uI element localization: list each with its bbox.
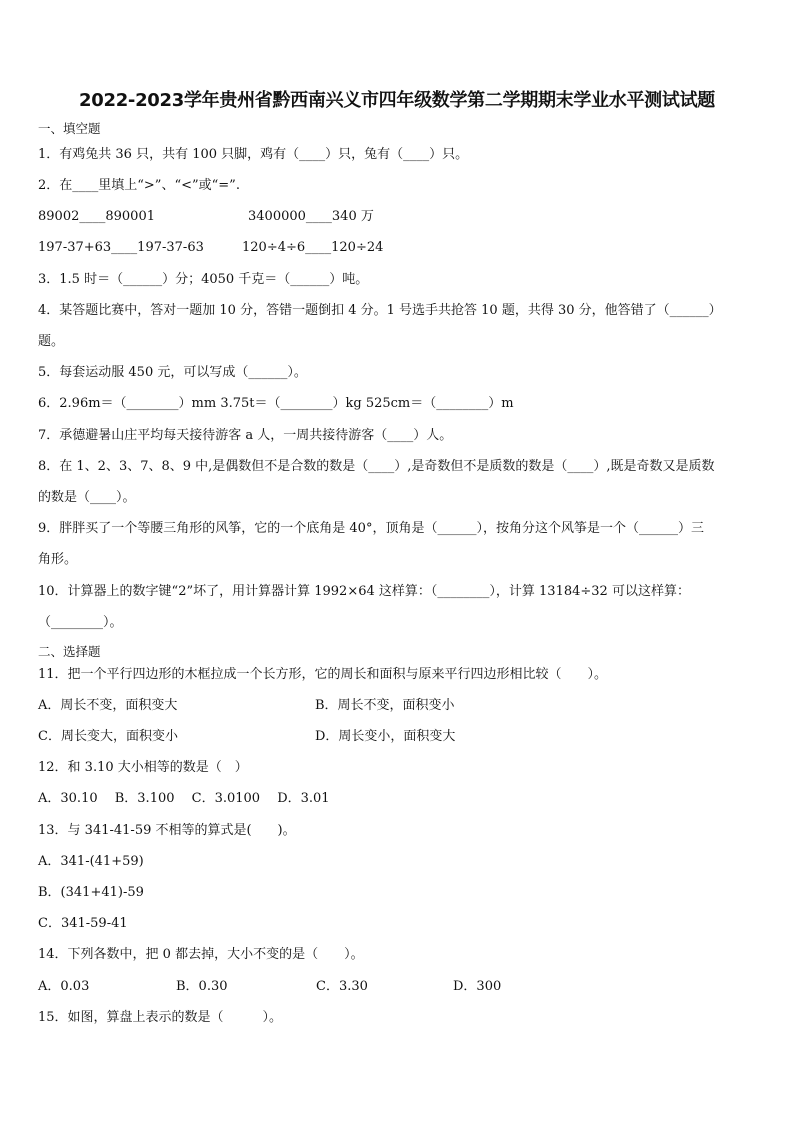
question-12-options: A．30.10 B．3.100 C．3.0100 D．3.01 [38, 791, 330, 806]
question-2: 2．在____里填上“>”、“<”或“=”. [38, 178, 240, 193]
question-13-option-b: B．(341+41)-59 [38, 885, 144, 900]
question-13-option-c: C．341-59-41 [38, 916, 128, 931]
question-5: 5．每套运动服 450 元，可以写成（______）。 [38, 365, 307, 380]
question-15: 15．如图，算盘上表示的数是（ ）。 [38, 1010, 283, 1025]
question-6: 6．2.96m＝（________）mm 3.75t＝（________）kg 525cm＝（________）m [38, 396, 514, 411]
question-2-item-a: 89002____890001 [38, 209, 155, 224]
question-12: 12．和 3.10 大小相等的数是（ ） [38, 760, 248, 775]
question-4-line-1: 4．某答题比赛中，答对一题加 10 分，答错一题倒扣 4 分。1 号选手共抢答 10 题，共得 30 分，他答错了（______） [38, 303, 722, 318]
question-2-item-c: 197-37+63____197-37-63 [38, 240, 204, 255]
question-10-line-2: （________）。 [38, 615, 123, 630]
question-3: 3．1.5 时＝（______）分；4050 千克＝（______）吨。 [38, 272, 369, 287]
question-9-line-1: 9．胖胖买了一个等腰三角形的风筝，它的一个底角是 40°，顶角是（______），按角分这个风筝是一个（______）三 [38, 521, 704, 536]
question-2-item-b: 3400000____340 万 [248, 209, 374, 224]
section-heading-fill-blank: 一、填空题 [38, 121, 101, 136]
question-14-option-a: A．0.03 [38, 979, 90, 994]
question-9-line-2: 角形。 [38, 552, 78, 567]
question-7: 7．承德避暑山庄平均每天接待游客 a 人，一周共接待游客（____）人。 [38, 428, 453, 443]
question-2-item-d: 120÷4÷6____120÷24 [242, 240, 384, 255]
question-4-line-2: 题。 [38, 334, 65, 349]
question-11: 11．把一个平行四边形的木框拉成一个长方形，它的周长和面积与原来平行四边形相比较（ ）。 [38, 667, 608, 682]
question-11-option-d: D．周长变小，面积变大 [315, 729, 456, 744]
question-8-line-2: 的数是（____）。 [38, 490, 136, 505]
question-11-option-c: C．周长变大，面积变小 [38, 729, 178, 744]
exam-title: 2022-2023学年贵州省黔西南兴义市四年级数学第二学期期末学业水平测试试题 [79, 90, 715, 111]
question-11-option-b: B．周长不变，面积变小 [315, 698, 455, 713]
question-14: 14．下列各数中，把 0 都去掉，大小不变的是（ ）。 [38, 947, 364, 962]
question-14-option-b: B．0.30 [176, 979, 228, 994]
question-13: 13．与 341-41-59 不相等的算式是( )。 [38, 823, 296, 838]
question-14-option-c: C．3.30 [316, 979, 368, 994]
question-1: 1．有鸡兔共 36 只，共有 100 只脚，鸡有（____）只，兔有（____）只。 [38, 147, 469, 162]
question-13-option-a: A．341-(41+59) [38, 854, 144, 869]
question-14-option-d: D．300 [453, 979, 502, 994]
question-8-line-1: 8．在 1、2、3、7、8、9 中,是偶数但不是合数的数是（____）,是奇数但不是质数的数是（____）,既是奇数又是质数 [38, 459, 715, 474]
question-10-line-1: 10．计算器上的数字键“2”坏了，用计算器计算 1992×64 这样算：（________），计算 13184÷32 可以这样算： [38, 584, 690, 599]
section-heading-multiple-choice: 二、选择题 [38, 644, 101, 659]
question-11-option-a: A．周长不变，面积变大 [38, 698, 178, 713]
